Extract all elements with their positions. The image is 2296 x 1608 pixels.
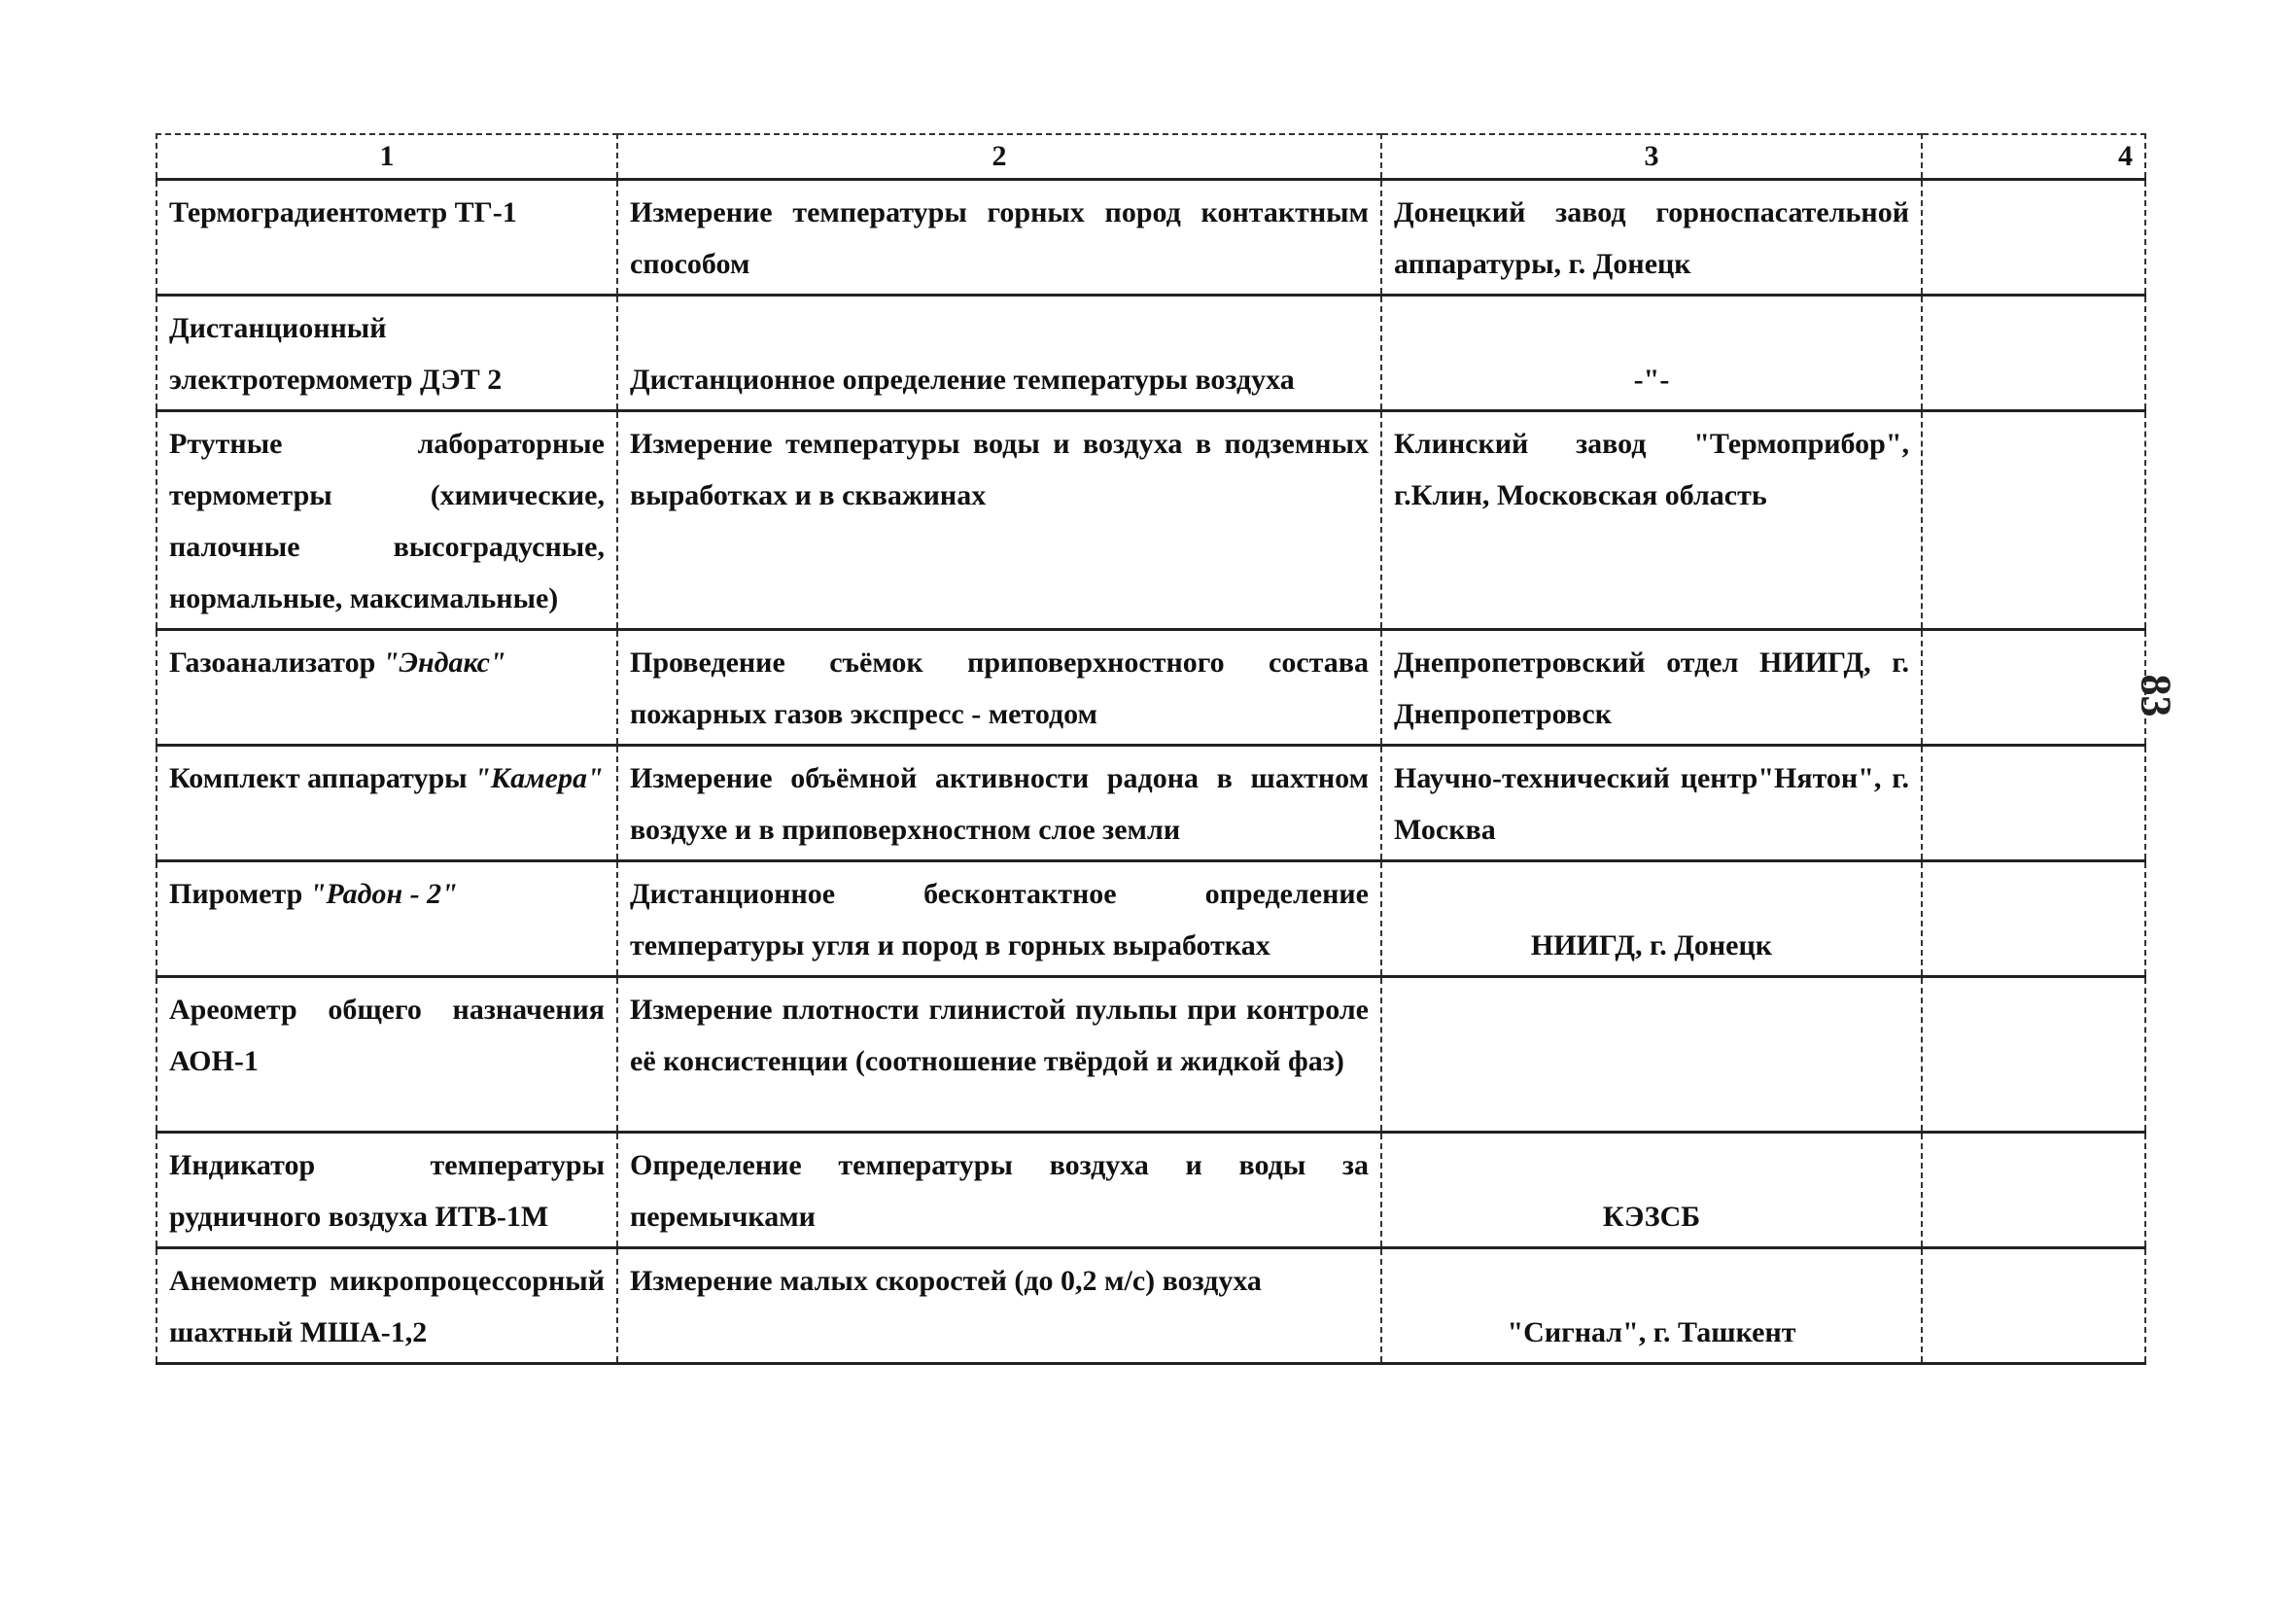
instrument-name	[157, 746, 617, 861]
table-row	[157, 630, 2145, 746]
instrument-name: Ареометр общего назначения АОН-1	[157, 977, 617, 1133]
instrument-maker: КЭЗСБ	[1381, 1133, 1922, 1248]
instrument-note	[1922, 411, 2145, 630]
instrument-model: "Радон - 2"	[309, 878, 458, 910]
table-row	[157, 746, 2145, 861]
instrument-purpose: Дистанционное бесконтактное определение температуры угля и пород в горных выработках	[617, 861, 1381, 977]
instrument-maker: Донецкий завод горноспасательной аппаратуры, г. Донецк	[1381, 180, 1922, 296]
instrument-name	[157, 861, 617, 977]
instrument-note	[1922, 746, 2145, 861]
header-cell-3: 3	[1381, 134, 1922, 180]
table-row	[157, 861, 2145, 977]
instrument-name: Ртутные лабораторные термометры (химические, палочные высоградусные, нормальные, максимальные)	[157, 411, 617, 630]
instrument-purpose: Проведение съёмок приповерхностного состава пожарных газов экспресс - методом	[617, 630, 1381, 746]
instrument-note	[1922, 630, 2145, 746]
instrument-name-prefix: Газоанализатор	[169, 647, 383, 679]
page-number: 83	[2132, 674, 2180, 717]
instrument-maker: НИИГД, г. Донецк	[1381, 861, 1922, 977]
instrument-maker: Днепропетровский отдел НИИГД, г. Днепропетровск	[1381, 630, 1922, 746]
instrument-maker: Клинский завод "Термоприбор", г.Клин, Московская область	[1381, 411, 1922, 630]
header-cell-1: 1	[157, 134, 617, 180]
instrument-model: "Эндакс"	[382, 647, 506, 679]
instrument-purpose: Измерение объёмной активности радона в шахтном воздухе и в приповерхностном слое земли	[617, 746, 1381, 861]
instrument-name: Индикатор температуры рудничного воздуха ИТВ-1М	[157, 1133, 617, 1248]
table-row	[157, 1248, 2145, 1364]
table-header-row	[157, 134, 2145, 180]
instrument-purpose: Определение температуры воздуха и воды за перемычками	[617, 1133, 1381, 1248]
instrument-purpose: Измерение температуры воды и воздуха в подземных выработках и в скважинах	[617, 411, 1381, 630]
header-cell-2: 2	[617, 134, 1381, 180]
instrument-maker: Научно-технический центр"Нятон", г. Москва	[1381, 746, 1922, 861]
table-row	[157, 296, 2145, 411]
instruments-table	[156, 133, 2146, 1365]
instrument-name: Дистанционный электротермометр ДЭТ 2	[157, 296, 617, 411]
instrument-note	[1922, 861, 2145, 977]
instrument-model: "Камера"	[474, 762, 604, 794]
table-row	[157, 180, 2145, 296]
instrument-name: Термоградиентометр ТГ-1	[157, 180, 617, 296]
instrument-note	[1922, 296, 2145, 411]
instrument-name: Анемометр микропроцессорный шахтный МША-1,2	[157, 1248, 617, 1364]
table-row	[157, 977, 2145, 1133]
instrument-name-prefix: Пирометр	[169, 878, 310, 910]
instrument-name	[157, 630, 617, 746]
instrument-note	[1922, 180, 2145, 296]
instrument-note	[1922, 1248, 2145, 1364]
instrument-purpose: Измерение малых скоростей (до 0,2 м/с) воздуха	[617, 1248, 1381, 1364]
instrument-note	[1922, 1133, 2145, 1248]
instrument-maker: "Сигнал", г. Ташкент	[1381, 1248, 1922, 1364]
instrument-purpose: Дистанционное определение температуры воздуха	[617, 296, 1381, 411]
instrument-purpose: Измерение плотности глинистой пульпы при контроле её консистенции (соотношение твёрдой и жидкой фаз)	[617, 977, 1381, 1133]
instrument-maker: -"-	[1381, 296, 1922, 411]
table-row	[157, 1133, 2145, 1248]
instrument-maker	[1381, 977, 1922, 1133]
table-row	[157, 411, 2145, 630]
instrument-purpose: Измерение температуры горных пород контактным способом	[617, 180, 1381, 296]
instrument-note	[1922, 977, 2145, 1133]
header-cell-4: 4	[1922, 134, 2145, 180]
instrument-name-prefix: Комплект аппаратуры	[169, 762, 475, 794]
